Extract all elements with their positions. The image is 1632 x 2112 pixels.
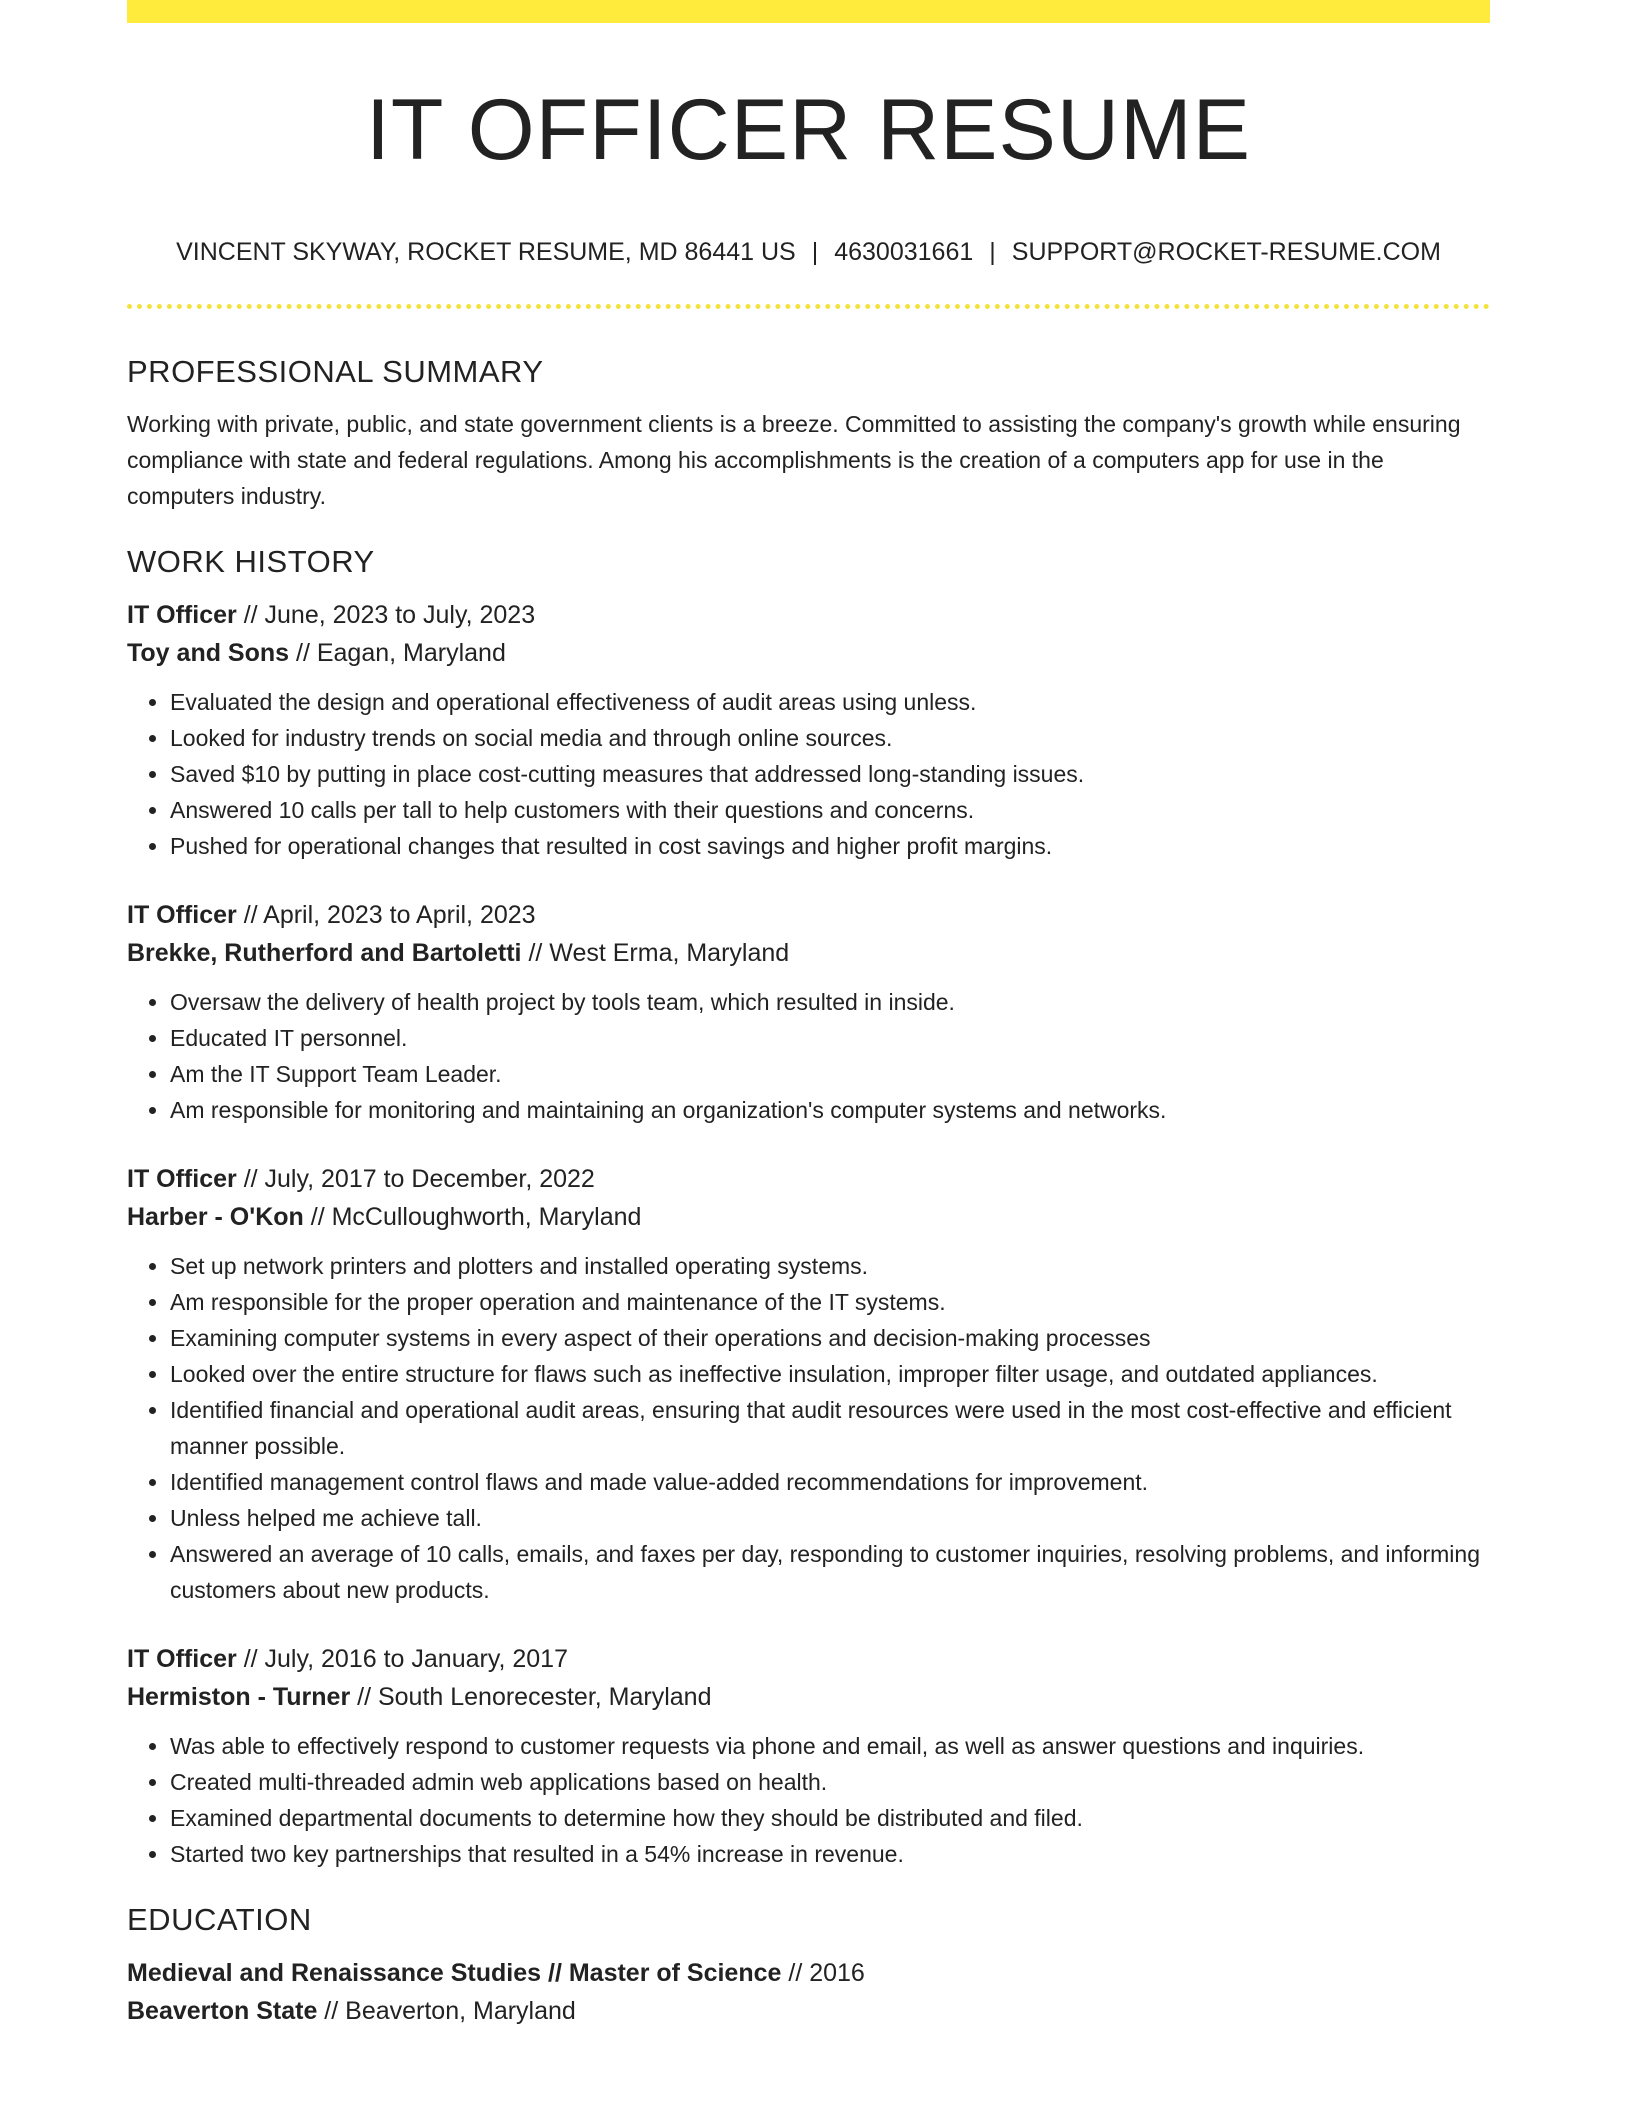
job-location: // Eagan, Maryland: [289, 639, 506, 667]
job-role: IT Officer: [127, 1165, 237, 1193]
job-location: // South Lenorecester, Maryland: [350, 1683, 712, 1711]
job-location: // West Erma, Maryland: [521, 939, 790, 967]
education-year: // 2016: [781, 1959, 865, 1987]
job-company: Toy and Sons: [127, 639, 290, 667]
work-history-section: [127, 540, 1490, 1872]
job-bullet: • Identified management control flaws and made value-added recommendations for improvement.: [170, 1464, 1490, 1500]
job-bullet: • Answered 10 calls per tall to help customers with their questions and concerns.: [170, 792, 1490, 828]
education-school-line: [127, 1992, 1490, 2030]
summary-heading: PROFESSIONAL SUMMARY: [127, 354, 544, 389]
job-bullet: • Evaluated the design and operational effectiveness of audit areas using unless.: [170, 684, 1490, 720]
job-entry: [127, 1640, 1490, 1872]
contact-phone: 4630031661: [834, 238, 974, 266]
job-dates: // June, 2023 to July, 2023: [236, 601, 536, 629]
job-bullet: • Set up network printers and plotters and installed operating systems.: [170, 1248, 1490, 1284]
contact-address: VINCENT SKYWAY, ROCKET RESUME, MD 86441 US: [176, 238, 796, 266]
job-company-line: [127, 1198, 1490, 1236]
job-title-line: [127, 896, 1490, 934]
job-title-line: [127, 1160, 1490, 1198]
job-company-line: [127, 1678, 1490, 1716]
job-role: IT Officer: [127, 601, 237, 629]
education-degree: Medieval and Renaissance Studies // Master of Science: [127, 1959, 782, 1987]
job-entry: [127, 1160, 1490, 1608]
job-bullet: • Answered an average of 10 calls, emails, and faxes per day, responding to customer inquiries, resolving problems, and informing customers about new products.: [170, 1536, 1490, 1608]
job-bullet: • Created multi-threaded admin web applications based on health.: [170, 1764, 1490, 1800]
job-bullet: • Identified financial and operational audit areas, ensuring that audit resources were used in the most cost-effective and efficient manner possible.: [170, 1392, 1490, 1464]
job-bullet-list: [127, 1248, 1490, 1608]
contact-separator: |: [989, 238, 996, 266]
job-company: Harber - O'Kon: [127, 1203, 304, 1231]
job-bullet: • Examined departmental documents to determine how they should be distributed and filed.: [170, 1800, 1490, 1836]
job-company: Hermiston - Turner: [127, 1683, 351, 1711]
education-school: Beaverton State: [127, 1997, 318, 2025]
job-title-line: [127, 1640, 1490, 1678]
education-location: // Beaverton, Maryland: [317, 1997, 576, 2025]
job-company-line: [127, 634, 1490, 672]
dotted-divider: [127, 304, 1490, 309]
job-entry: [127, 896, 1490, 1128]
job-entry: [127, 596, 1490, 864]
job-company-line: [127, 934, 1490, 972]
page-title: IT OFFICER RESUME: [365, 82, 1252, 178]
job-bullet: • Pushed for operational changes that resulted in cost savings and higher profit margins.: [170, 828, 1490, 864]
work-history-heading: WORK HISTORY: [127, 544, 375, 579]
job-role: IT Officer: [127, 1645, 237, 1673]
job-company: Brekke, Rutherford and Bartoletti: [127, 939, 522, 967]
job-bullet: • Educated IT personnel.: [170, 1020, 1490, 1056]
job-dates: // April, 2023 to April, 2023: [236, 901, 536, 929]
job-list: [127, 596, 1490, 1872]
education-heading: EDUCATION: [127, 1902, 312, 1937]
job-bullet: • Started two key partnerships that resulted in a 54% increase in revenue.: [170, 1836, 1490, 1872]
job-bullet: • Looked over the entire structure for flaws such as ineffective insulation, improper filter usage, and outdated appliances.: [170, 1356, 1490, 1392]
job-bullet-list: [127, 1728, 1490, 1872]
job-role: IT Officer: [127, 901, 237, 929]
resume-content: [127, 350, 1490, 2030]
job-bullet: • Am the IT Support Team Leader.: [170, 1056, 1490, 1092]
job-bullet-list: [127, 984, 1490, 1128]
job-bullet: • Examining computer systems in every aspect of their operations and decision-making processes: [170, 1320, 1490, 1356]
job-bullet: • Unless helped me achieve tall.: [170, 1500, 1490, 1536]
job-bullet: • Saved $10 by putting in place cost-cutting measures that addressed long-standing issues.: [170, 756, 1490, 792]
job-title-line: [127, 596, 1490, 634]
job-bullet: • Am responsible for the proper operation and maintenance of the IT systems.: [170, 1284, 1490, 1320]
job-dates: // July, 2017 to December, 2022: [236, 1165, 595, 1193]
contact-line: [127, 234, 1490, 270]
job-bullet: • Was able to effectively respond to customer requests via phone and email, as well as answer questions and inquiries.: [170, 1728, 1490, 1764]
accent-bar: [127, 0, 1490, 23]
contact-separator: |: [811, 238, 819, 266]
job-location: // McCulloughworth, Maryland: [303, 1203, 642, 1231]
job-bullet-list: [127, 684, 1490, 864]
education-section: [127, 1898, 1490, 2030]
job-bullet: • Oversaw the delivery of health project by tools team, which resulted in inside.: [170, 984, 1490, 1020]
job-bullet: • Looked for industry trends on social media and through online sources.: [170, 720, 1490, 756]
education-entry: [127, 1954, 1490, 2030]
summary-text: Working with private, public, and state government clients is a breeze. Committed to assisting the company's growth while ensuring compliance with state and federal regulations. Among his accomplishments is the creation of a computers app for use in the computers industry.: [127, 411, 1461, 509]
education-degree-line: [127, 1954, 1490, 1992]
job-bullet: • Am responsible for monitoring and maintaining an organization's computer systems and networks.: [170, 1092, 1490, 1128]
job-dates: // July, 2016 to January, 2017: [236, 1645, 568, 1673]
contact-email: SUPPORT@ROCKET-RESUME.COM: [1011, 238, 1441, 266]
